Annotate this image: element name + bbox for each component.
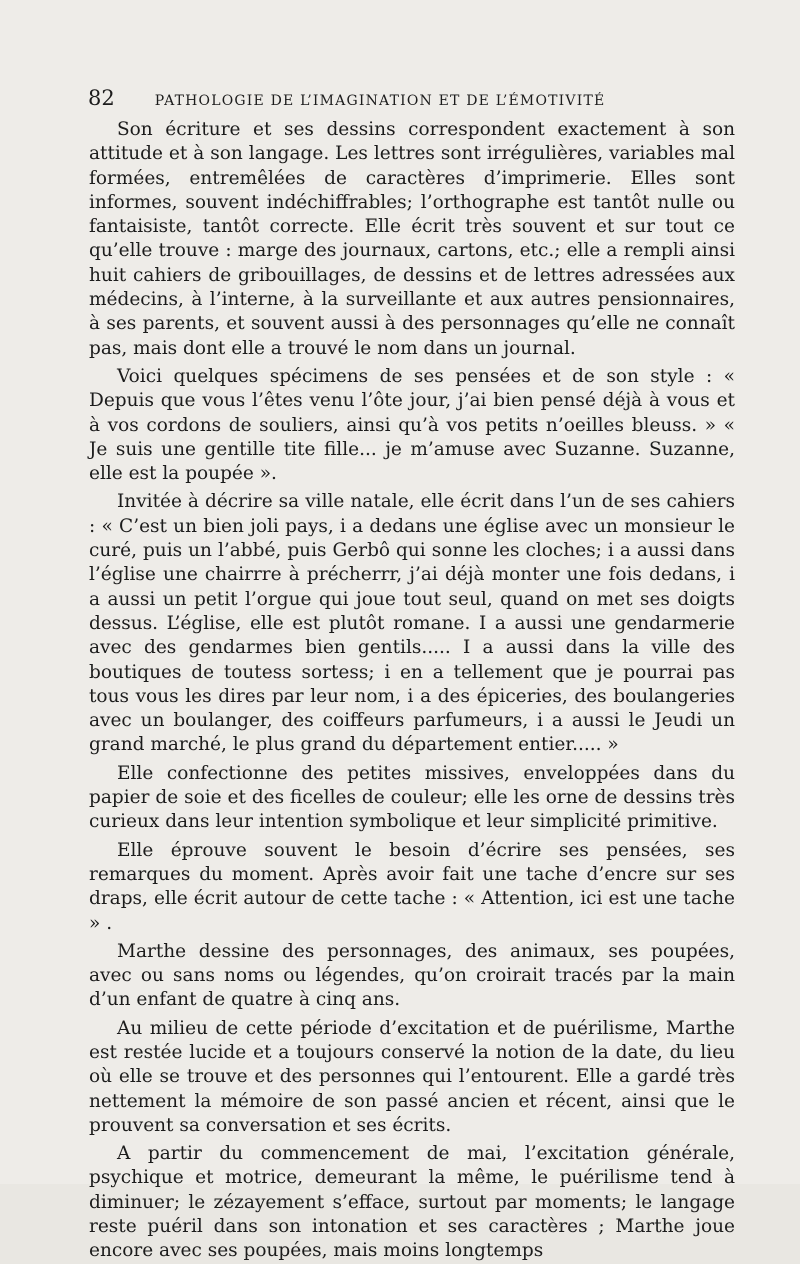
body-text: [89, 118, 735, 1264]
paragraph-writing-and-drawings: Son écriture et ses dessins correspondent exactement à son attitude et à son langage. Les lettres sont irrégulières, variables mal formées, entremêlées de caractères d’imprimerie. Elles sont informes, souvent indéchiffrables; l’orthographe est tantôt nulle ou fantaisiste, tantôt correcte. Elle écrit très souvent et sur tout ce qu’elle trouve : marge des journaux, cartons, etc.; elle a rempli ainsi huit cahiers de gribouillages, de dessins et de lettres adressées aux médecins, à l’interne, à la surveillante et aux autres pensionnaires, à ses parents, et souvent aussi à des personnages qu’elle ne connaît pas, mais dont elle a trouvé le nom dans un journal.: [89, 119, 735, 359]
paragraph-lucidity: Au milieu de cette période d’excitation et de puérilisme, Marthe est restée lucide et a toujours conservé la notion de la date, du lieu où elle se trouve et des personnes qui l’entourent. Elle a gardé très nettement la mémoire de son passé ancien et récent, ainsi que le prouvent sa conversation et ses écrits.: [89, 1017, 735, 1136]
paragraph-ink-stain: Elle éprouve souvent le besoin d’écrire ses pensées, ses remarques du moment. Après avoir fait une tache d’encre sur ses draps, elle écrit autour de cette tache : « Attention, ici est une tache » .: [89, 839, 735, 934]
page-number: 82: [88, 86, 115, 110]
paragraph-hometown-description: Invitée à décrire sa ville natale, elle écrit dans l’un de ses cahiers : « C’est un bien joli pays, i a dedans une église avec un monsieur le curé, puis un l’abbé, puis Gerbô qui sonne les cloches; i a aussi dans l’église une chairrre à précherrr, j’ai déjà monter une fois dedans, i a aussi un petit l’orgue qui joue tout seul, quand on met ses doigts dessus. L’église, elle est plutôt romane. I a aussi une gendarmerie avec des gendarmes bien gentils..... I a aussi dans la ville des boutiques de toutess sortess; i en a tellement que je pourrai pas tous vous les dires par leur nom, i a des épiceries, des boulangeries avec un boulanger, des coiffeurs parfumeurs, i a aussi le Jeudi un grand marché, le plus grand du département entier..... »: [89, 491, 735, 756]
paragraph-missives: Elle confectionne des petites missives, enveloppées dans du papier de soie et des ficelles de couleur; elle les orne de dessins très curieux dans leur intention symbolique et leur simplicité primitive.: [89, 762, 735, 833]
page-header: [88, 86, 648, 110]
running-title: PATHOLOGIE DE L’IMAGINATION ET DE L’ÉMOTIVITÉ: [154, 93, 606, 109]
paragraph-thought-specimens: Voici quelques spécimens de ses pensées et de son style : « Depuis que vous l’êtes venu l’ôte jour, j’ai bien pensé déjà à vous et à vos cordons de souliers, ainsi qu’à vos petits n’oeilles bleuss. » « Je suis une gentille tite fille... je m’amuse avec Suzanne. Suzanne, elle est la poupée ».: [89, 365, 735, 485]
paragraph-may-progress: A partir du commencement de mai, l’excitation générale, psychique et motrice, demeurant la même, le puérilisme tend à diminuer; le zézayement s’efface, surtout par moments; le langage reste puéril dans son intonation et ses caractères ; Marthe joue encore avec ses poupées, mais moins longtemps: [89, 1143, 735, 1262]
paragraph-drawings: Marthe dessine des personnages, des animaux, ses poupées, avec ou sans noms ou légendes, qu’on croirait tracés par la main d’un enfant de quatre à cinq ans.: [89, 940, 735, 1011]
